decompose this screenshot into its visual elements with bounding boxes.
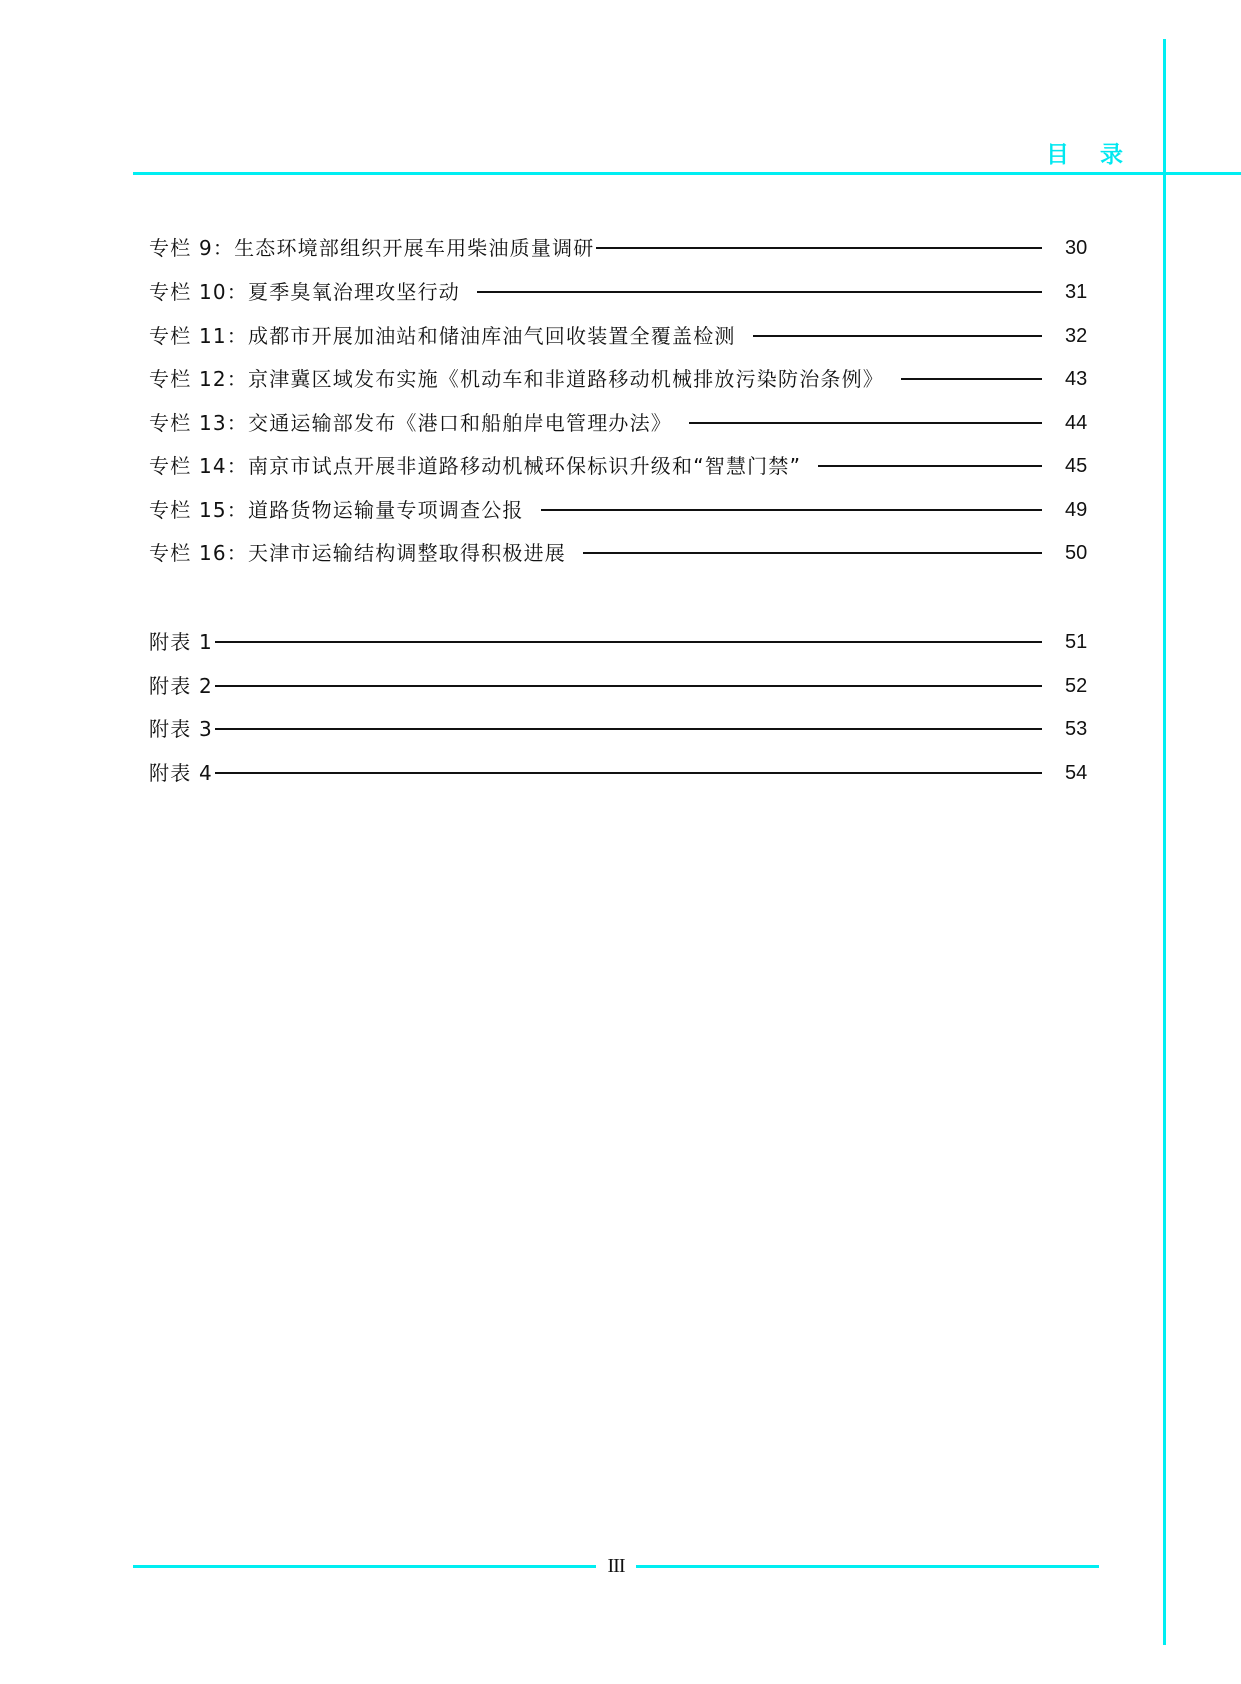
toc-entry-page: 43 xyxy=(1065,368,1088,390)
toc-entry-page: 32 xyxy=(1065,325,1088,347)
leader-line xyxy=(215,728,1042,730)
toc-appendix-entry[interactable] xyxy=(149,671,1090,701)
toc-entry-page: 30 xyxy=(1065,237,1088,259)
toc-entry-label: 专栏 12：京津冀区域发布实施《机动车和非道路移动机械排放污染防治条例》 xyxy=(149,367,885,391)
toc-entry-page: 52 xyxy=(1065,675,1088,697)
toc-entry-page: 49 xyxy=(1065,499,1088,521)
toc-entry-page: 50 xyxy=(1065,542,1088,564)
vertical-margin-rule xyxy=(1163,39,1166,1645)
leader-line xyxy=(753,335,1042,337)
toc-entry-page: 54 xyxy=(1065,762,1088,784)
page-title-char-1: 目 xyxy=(1046,142,1069,168)
leader-line xyxy=(583,552,1042,554)
leader-line xyxy=(689,422,1042,424)
toc-entry[interactable] xyxy=(149,233,1090,263)
toc-appendix-entry[interactable] xyxy=(149,758,1090,788)
toc-entry-label: 附表 3 xyxy=(149,717,213,741)
toc-entry-page: 51 xyxy=(1065,631,1088,653)
toc-entry[interactable] xyxy=(149,495,1090,525)
toc-entry[interactable] xyxy=(149,364,1090,394)
leader-line xyxy=(215,641,1042,643)
leader-line xyxy=(215,685,1042,687)
leader-line xyxy=(477,291,1042,293)
leader-line xyxy=(818,465,1042,467)
toc-appendix-entry[interactable] xyxy=(149,714,1090,744)
toc-entry[interactable] xyxy=(149,321,1090,351)
toc-entry[interactable] xyxy=(149,277,1090,307)
toc-entry-label: 专栏 9：生态环境部组织开展车用柴油质量调研 xyxy=(149,236,595,260)
toc-entry-page: 45 xyxy=(1065,455,1088,477)
toc-entry-label: 专栏 15：道路货物运输量专项调查公报 xyxy=(149,498,524,522)
page-title xyxy=(1046,140,1123,170)
toc-entry-label: 附表 4 xyxy=(149,761,213,785)
toc-entry-label: 专栏 11：成都市开展加油站和储油库油气回收装置全覆盖检测 xyxy=(149,324,736,348)
toc-entry-label: 附表 1 xyxy=(149,630,213,654)
toc-entry-label: 附表 2 xyxy=(149,674,213,698)
toc-entry-page: 31 xyxy=(1065,281,1088,303)
footer-rule-left xyxy=(133,1565,596,1568)
footer-rule-right xyxy=(636,1565,1099,1568)
page-title-char-2: 录 xyxy=(1100,142,1123,168)
toc-entry-page: 44 xyxy=(1065,412,1088,434)
leader-line xyxy=(901,378,1042,380)
toc-appendix-entry[interactable] xyxy=(149,627,1090,657)
toc-entry[interactable] xyxy=(149,538,1090,568)
footer-page-number: III xyxy=(607,1555,625,1577)
leader-line xyxy=(596,247,1042,249)
toc-entry[interactable] xyxy=(149,408,1090,438)
toc-entry-label: 专栏 14：南京市试点开展非道路移动机械环保标识升级和“智慧门禁” xyxy=(149,454,802,478)
leader-line xyxy=(541,509,1042,511)
leader-line xyxy=(215,772,1042,774)
toc-entry[interactable] xyxy=(149,451,1090,481)
toc-entry-label: 专栏 10：夏季臭氧治理攻坚行动 xyxy=(149,280,461,304)
header-rule xyxy=(133,172,1241,175)
toc-entry-page: 53 xyxy=(1065,718,1088,740)
toc-entry-label: 专栏 16：天津市运输结构调整取得积极进展 xyxy=(149,541,567,565)
toc-entry-label: 专栏 13：交通运输部发布《港口和船舶岸电管理办法》 xyxy=(149,411,673,435)
